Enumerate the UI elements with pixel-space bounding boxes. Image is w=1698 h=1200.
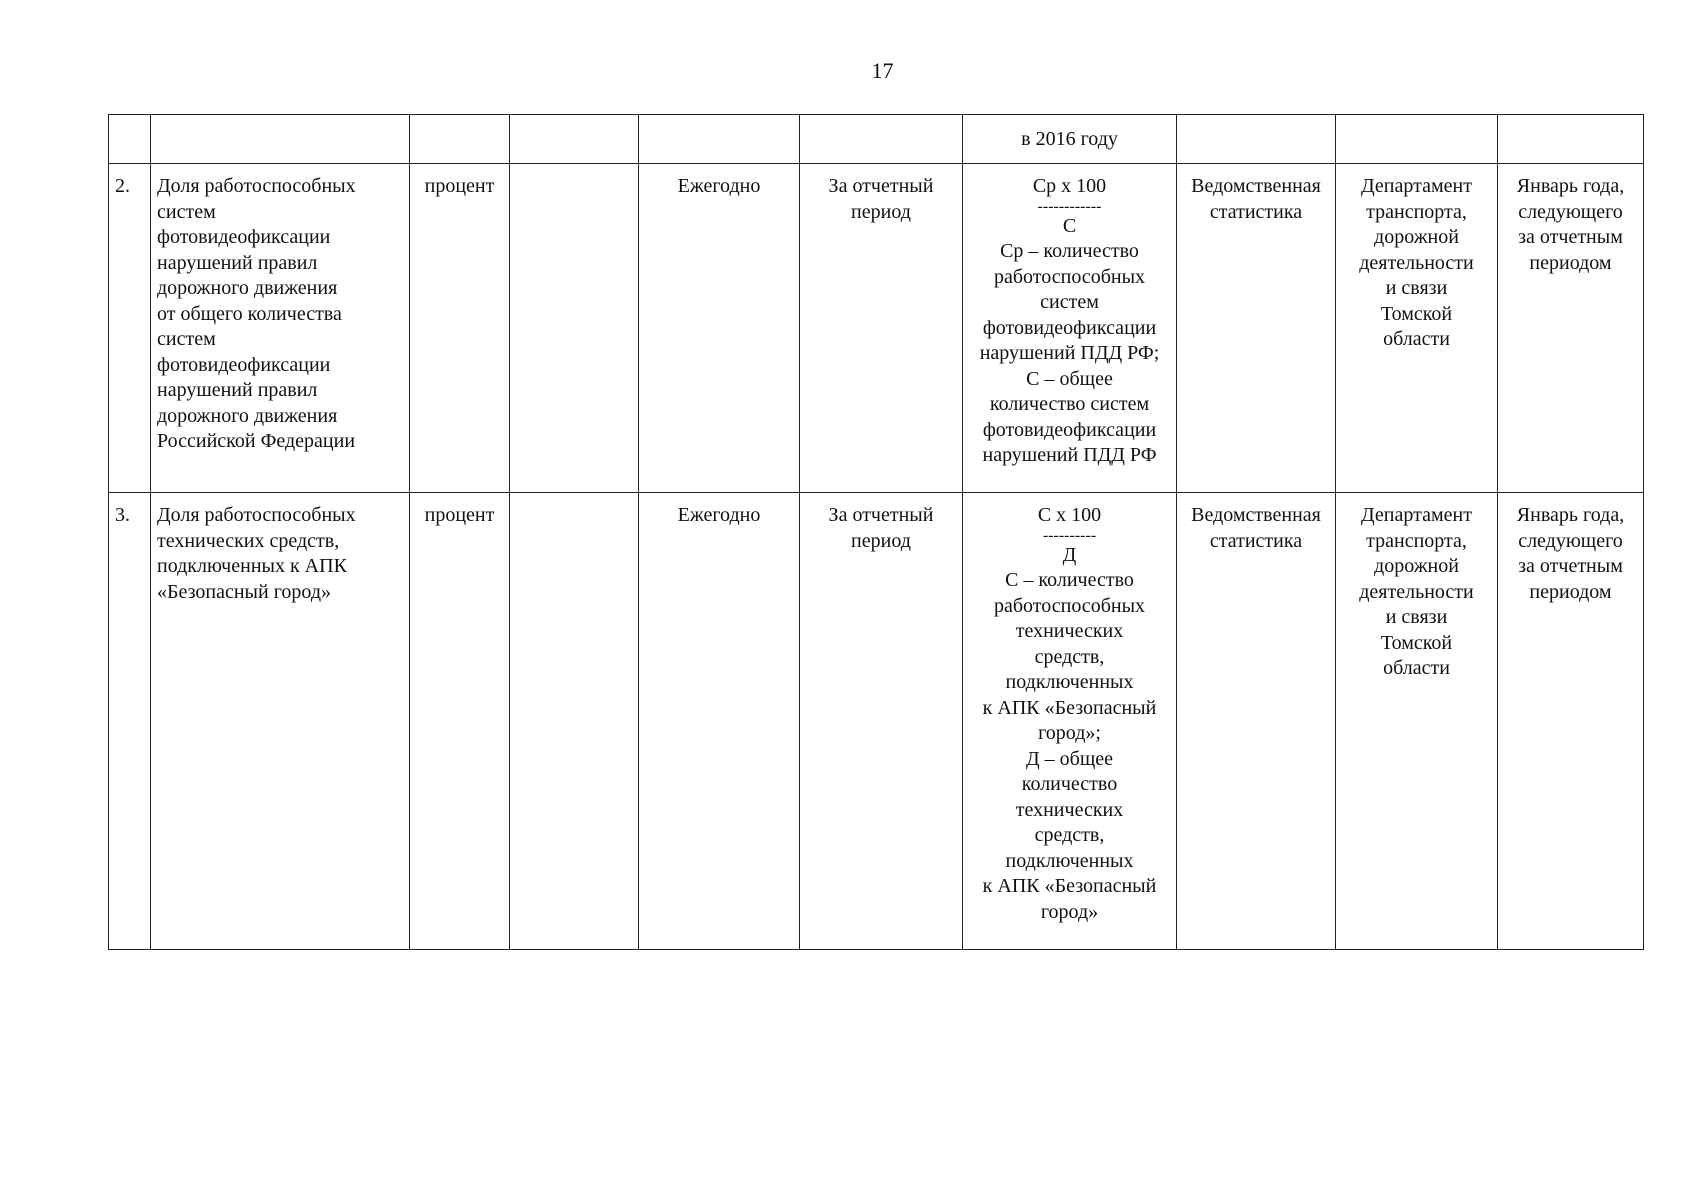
row-number: 3. — [109, 493, 151, 950]
table-cell — [1177, 115, 1336, 164]
unit-cell: процент — [410, 164, 510, 493]
table-row — [109, 164, 1644, 493]
formula-denominator: С — [1062, 214, 1077, 237]
source-cell: Ведомственная статистика — [1177, 164, 1336, 493]
deadline-cell: Январь года, следующего за отчетным периодом — [1498, 493, 1644, 950]
deadline-cell: Январь года, следующего за отчетным периодом — [1498, 164, 1644, 493]
table-row — [109, 115, 1644, 164]
table-cell — [510, 115, 639, 164]
formula-cell — [963, 493, 1177, 950]
row-number: 2. — [109, 164, 151, 493]
frequency-cell: Ежегодно — [639, 493, 800, 950]
frequency-cell: Ежегодно — [639, 164, 800, 493]
responsible-cell: Департамент транспорта, дорожной деятельности и связи Томской области — [1336, 493, 1498, 950]
page-number: 17 — [871, 58, 894, 83]
unit-cell: процент — [410, 493, 510, 950]
table-cell — [151, 115, 410, 164]
empty-cell — [510, 164, 639, 493]
formula-cell — [963, 164, 1177, 493]
source-cell: Ведомственная статистика — [1177, 493, 1336, 950]
formula-numerator: С х 100 — [1037, 504, 1102, 526]
table-cell — [410, 115, 510, 164]
formula-numerator: Ср х 100 — [1032, 175, 1107, 197]
formula-denominator: Д — [1062, 543, 1077, 566]
table-cell — [1336, 115, 1498, 164]
indicator-name: Доля работоспособных систем фотовидеофиксации нарушений правил дорожного движения от общего количества систем фотовидеофиксации нарушений правил дорожного движения Российской Федерации — [151, 164, 410, 493]
table-cell — [800, 115, 963, 164]
indicator-table — [108, 114, 1644, 950]
formula-explanation: С – количество работоспособных технических средств, подключенных к АПК «Безопасный город»; Д – общее количество технических средств, подключенных к АПК «Безопасный город» — [982, 569, 1157, 923]
period-cell: За отчетный период — [800, 164, 963, 493]
table-row — [109, 493, 1644, 950]
table-cell — [639, 115, 800, 164]
empty-cell — [510, 493, 639, 950]
period-cell: За отчетный период — [800, 493, 963, 950]
formula-fraction-line: ------------ — [1037, 197, 1102, 215]
formula-tail-cell: в 2016 году — [963, 115, 1177, 164]
indicator-name: Доля работоспособных технических средств, подключенных к АПК «Безопасный город» — [151, 493, 410, 950]
table-cell — [109, 115, 151, 164]
table-cell — [1498, 115, 1644, 164]
responsible-cell: Департамент транспорта, дорожной деятельности и связи Томской области — [1336, 164, 1498, 493]
formula-fraction-line: ---------- — [1042, 526, 1097, 544]
formula-explanation: Ср – количество работоспособных систем фотовидеофиксации нарушений ПДД РФ; С – общее количество систем фотовидеофиксации нарушений ПДД РФ — [979, 240, 1160, 466]
